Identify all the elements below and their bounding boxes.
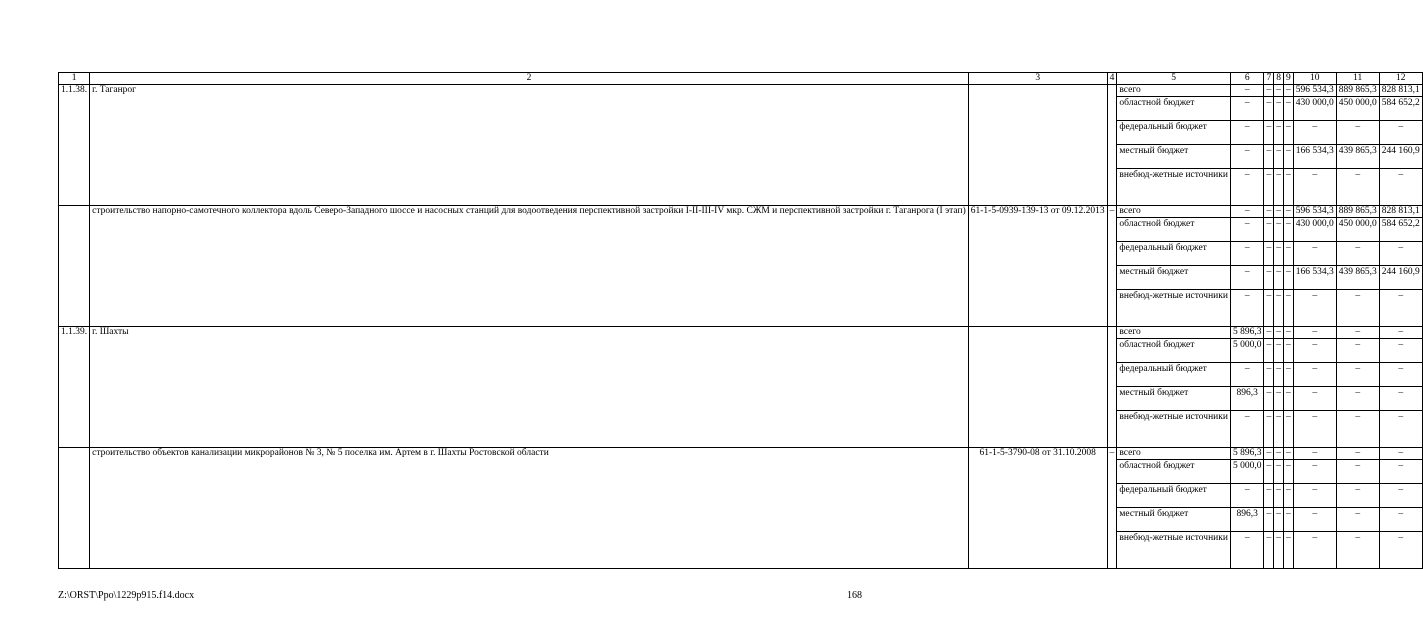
amount-cell: – — [1264, 460, 1274, 484]
funding-source: всего — [1117, 206, 1231, 218]
amount-cell: 596 534,3 — [1293, 206, 1336, 218]
amount-cell: – — [1379, 169, 1422, 206]
header-row — [59, 73, 1423, 85]
amount-cell: – — [1283, 448, 1293, 460]
amount-cell: – — [1293, 169, 1336, 206]
amount-cell: – — [1336, 448, 1379, 460]
amount-cell: 244 160,9 — [1379, 266, 1422, 290]
amount-cell: – — [1274, 460, 1284, 484]
amount-cell: – — [1230, 121, 1264, 145]
amount-cell: – — [1283, 532, 1293, 569]
amount-cell: 596 534,3 — [1293, 85, 1336, 97]
amount-cell: – — [1336, 532, 1379, 569]
amount-cell: – — [1379, 532, 1422, 569]
amount-cell: – — [1274, 411, 1284, 448]
amount-cell: – — [1336, 484, 1379, 508]
amount-cell: 584 652,2 — [1379, 218, 1422, 242]
amount-cell: – — [1336, 169, 1379, 206]
column-number-header: 10 — [1293, 73, 1336, 85]
amount-cell: – — [1379, 363, 1422, 387]
budget-table — [58, 72, 1423, 569]
amount-cell: – — [1379, 508, 1422, 532]
funding-source: областной бюджет — [1117, 339, 1231, 363]
amount-cell: – — [1336, 363, 1379, 387]
amount-cell: – — [1283, 411, 1293, 448]
funding-source: областной бюджет — [1117, 97, 1231, 121]
column-number-header: 9 — [1283, 73, 1293, 85]
column-number-header: 2 — [90, 73, 969, 85]
amount-cell: – — [1336, 411, 1379, 448]
amount-cell: – — [1379, 387, 1422, 411]
amount-cell: – — [1274, 85, 1284, 97]
amount-cell: 896,3 — [1230, 508, 1264, 532]
amount-cell: – — [1293, 363, 1336, 387]
amount-cell: – — [1264, 327, 1274, 339]
document-number: 61-1-5-0939-139-13 от 09.12.2013 — [968, 206, 1107, 327]
amount-cell: – — [1274, 242, 1284, 266]
document-number — [968, 85, 1107, 206]
amount-cell: 896,3 — [1230, 387, 1264, 411]
amount-cell: 430 000,0 — [1293, 97, 1336, 121]
amount-cell: – — [1264, 218, 1274, 242]
amount-cell: – — [1283, 508, 1293, 532]
amount-cell: – — [1264, 266, 1274, 290]
amount-cell: 584 652,2 — [1379, 97, 1422, 121]
amount-cell: – — [1264, 290, 1274, 327]
amount-cell: – — [1264, 363, 1274, 387]
item-name: строительство напорно-самотечного коллектора вдоль Северо-Западного шоссе и насосных станций для водоотведения перспективной застройки I-II-III-IV мкр. СЖМ и перспективной застройки г. Таганрога (I этап) — [90, 206, 969, 327]
amount-cell: – — [1293, 448, 1336, 460]
amount-cell: 450 000,0 — [1336, 218, 1379, 242]
item-number: 1.1.38. — [59, 85, 90, 206]
column-number-header: 5 — [1117, 73, 1231, 85]
amount-cell: – — [1264, 242, 1274, 266]
amount-cell: – — [1264, 411, 1274, 448]
funding-source: областной бюджет — [1117, 460, 1231, 484]
amount-cell: – — [1264, 97, 1274, 121]
amount-cell: – — [1264, 145, 1274, 169]
funding-source: внебюд-жетные источники — [1117, 532, 1231, 569]
amount-cell: – — [1274, 97, 1284, 121]
amount-cell: – — [1283, 218, 1293, 242]
amount-cell: – — [1283, 242, 1293, 266]
amount-cell: – — [1293, 460, 1336, 484]
funding-source: внебюд-жетные источники — [1117, 290, 1231, 327]
amount-cell: – — [1264, 121, 1274, 145]
amount-cell: – — [1283, 169, 1293, 206]
amount-cell: – — [1274, 169, 1284, 206]
amount-cell: – — [1264, 85, 1274, 97]
column-number-header: 4 — [1107, 73, 1117, 85]
column-4-value — [1107, 85, 1117, 206]
amount-cell: – — [1336, 290, 1379, 327]
item-number: 1.1.39. — [59, 327, 90, 448]
amount-cell: – — [1274, 266, 1284, 290]
amount-cell: 166 534,3 — [1293, 266, 1336, 290]
amount-cell: – — [1293, 508, 1336, 532]
amount-cell: – — [1293, 121, 1336, 145]
amount-cell: – — [1283, 145, 1293, 169]
item-number — [59, 206, 90, 327]
amount-cell: – — [1336, 508, 1379, 532]
column-4-value: – — [1107, 206, 1117, 327]
amount-cell: – — [1283, 97, 1293, 121]
funding-source: всего — [1117, 448, 1231, 460]
table-row — [59, 448, 1423, 460]
amount-cell: 5 896,3 — [1230, 448, 1264, 460]
funding-source: местный бюджет — [1117, 387, 1231, 411]
column-number-header: 3 — [968, 73, 1107, 85]
amount-cell: – — [1274, 448, 1284, 460]
document-number — [968, 327, 1107, 448]
amount-cell: – — [1293, 532, 1336, 569]
amount-cell: – — [1274, 484, 1284, 508]
amount-cell: – — [1283, 121, 1293, 145]
amount-cell: 889 865,3 — [1336, 85, 1379, 97]
amount-cell: – — [1293, 411, 1336, 448]
amount-cell: 828 813,1 — [1379, 206, 1422, 218]
amount-cell: 450 000,0 — [1336, 97, 1379, 121]
footer-page-number: 168 — [847, 590, 862, 601]
amount-cell: – — [1283, 363, 1293, 387]
amount-cell: – — [1230, 206, 1264, 218]
amount-cell: 439 865,3 — [1336, 266, 1379, 290]
table-row — [59, 85, 1423, 97]
amount-cell: – — [1336, 242, 1379, 266]
amount-cell: – — [1230, 169, 1264, 206]
item-name: г. Таганрог — [90, 85, 969, 206]
amount-cell: – — [1293, 484, 1336, 508]
amount-cell: – — [1274, 532, 1284, 569]
funding-source: федеральный бюджет — [1117, 121, 1231, 145]
amount-cell: 5 000,0 — [1230, 339, 1264, 363]
amount-cell: – — [1336, 387, 1379, 411]
amount-cell: – — [1274, 290, 1284, 327]
amount-cell: 439 865,3 — [1336, 145, 1379, 169]
amount-cell: – — [1274, 206, 1284, 218]
amount-cell: – — [1379, 411, 1422, 448]
amount-cell: 244 160,9 — [1379, 145, 1422, 169]
amount-cell: – — [1336, 327, 1379, 339]
amount-cell: – — [1336, 339, 1379, 363]
item-name: строительство объектов канализации микрорайонов № 3, № 5 поселка им. Артем в г. Шахты Ростовской области — [90, 448, 969, 569]
amount-cell: – — [1230, 363, 1264, 387]
amount-cell: – — [1283, 460, 1293, 484]
amount-cell: – — [1283, 266, 1293, 290]
amount-cell: – — [1230, 97, 1264, 121]
amount-cell: – — [1264, 339, 1274, 363]
amount-cell: – — [1264, 387, 1274, 411]
amount-cell: – — [1379, 290, 1422, 327]
amount-cell: – — [1230, 290, 1264, 327]
amount-cell: 430 000,0 — [1293, 218, 1336, 242]
amount-cell: – — [1230, 484, 1264, 508]
amount-cell: – — [1336, 121, 1379, 145]
amount-cell: – — [1274, 145, 1284, 169]
amount-cell: – — [1379, 121, 1422, 145]
column-number-header: 1 — [59, 73, 90, 85]
funding-source: федеральный бюджет — [1117, 363, 1231, 387]
column-number-header: 12 — [1379, 73, 1422, 85]
amount-cell: – — [1283, 387, 1293, 411]
amount-cell: – — [1230, 411, 1264, 448]
footer-file-path: Z:\ORST\Ppo\1229p915.f14.docx — [58, 590, 195, 601]
amount-cell: – — [1274, 508, 1284, 532]
funding-source: федеральный бюджет — [1117, 484, 1231, 508]
amount-cell: – — [1283, 327, 1293, 339]
document-number: 61-1-5-3790-08 от 31.10.2008 — [968, 448, 1107, 569]
amount-cell: – — [1274, 387, 1284, 411]
amount-cell: – — [1264, 532, 1274, 569]
column-number-header: 6 — [1230, 73, 1264, 85]
amount-cell: – — [1230, 218, 1264, 242]
amount-cell: – — [1230, 85, 1264, 97]
amount-cell: 889 865,3 — [1336, 206, 1379, 218]
amount-cell: – — [1336, 460, 1379, 484]
amount-cell: – — [1230, 532, 1264, 569]
funding-source: местный бюджет — [1117, 508, 1231, 532]
amount-cell: – — [1283, 290, 1293, 327]
funding-source: всего — [1117, 327, 1231, 339]
amount-cell: 166 534,3 — [1293, 145, 1336, 169]
column-number-header: 8 — [1274, 73, 1284, 85]
amount-cell: – — [1264, 448, 1274, 460]
amount-cell: – — [1274, 121, 1284, 145]
column-4-value: – — [1107, 448, 1117, 569]
amount-cell: – — [1274, 363, 1284, 387]
funding-source: областной бюджет — [1117, 218, 1231, 242]
amount-cell: 5 000,0 — [1230, 460, 1264, 484]
item-name: г. Шахты — [90, 327, 969, 448]
funding-source: внебюд-жетные источники — [1117, 411, 1231, 448]
amount-cell: – — [1293, 242, 1336, 266]
item-number — [59, 448, 90, 569]
amount-cell: – — [1230, 242, 1264, 266]
amount-cell: – — [1379, 484, 1422, 508]
amount-cell: – — [1283, 484, 1293, 508]
amount-cell: 828 813,1 — [1379, 85, 1422, 97]
table-row — [59, 206, 1423, 218]
amount-cell: – — [1283, 206, 1293, 218]
amount-cell: – — [1274, 327, 1284, 339]
amount-cell: – — [1293, 327, 1336, 339]
column-number-header: 11 — [1336, 73, 1379, 85]
amount-cell: – — [1293, 290, 1336, 327]
amount-cell: – — [1293, 339, 1336, 363]
amount-cell: – — [1274, 339, 1284, 363]
amount-cell: – — [1264, 508, 1274, 532]
funding-source: федеральный бюджет — [1117, 242, 1231, 266]
table-row — [59, 327, 1423, 339]
column-number-header: 7 — [1264, 73, 1274, 85]
amount-cell: – — [1274, 218, 1284, 242]
amount-cell: – — [1379, 339, 1422, 363]
column-4-value — [1107, 327, 1117, 448]
amount-cell: – — [1293, 387, 1336, 411]
funding-source: местный бюджет — [1117, 145, 1231, 169]
amount-cell: – — [1264, 206, 1274, 218]
amount-cell: – — [1283, 339, 1293, 363]
amount-cell: – — [1230, 145, 1264, 169]
amount-cell: – — [1379, 242, 1422, 266]
amount-cell: – — [1379, 448, 1422, 460]
amount-cell: – — [1283, 85, 1293, 97]
amount-cell: 5 896,3 — [1230, 327, 1264, 339]
funding-source: местный бюджет — [1117, 266, 1231, 290]
funding-source: внебюд-жетные источники — [1117, 169, 1231, 206]
amount-cell: – — [1264, 484, 1274, 508]
amount-cell: – — [1379, 327, 1422, 339]
funding-source: всего — [1117, 85, 1231, 97]
amount-cell: – — [1230, 266, 1264, 290]
amount-cell: – — [1264, 169, 1274, 206]
amount-cell: – — [1379, 460, 1422, 484]
